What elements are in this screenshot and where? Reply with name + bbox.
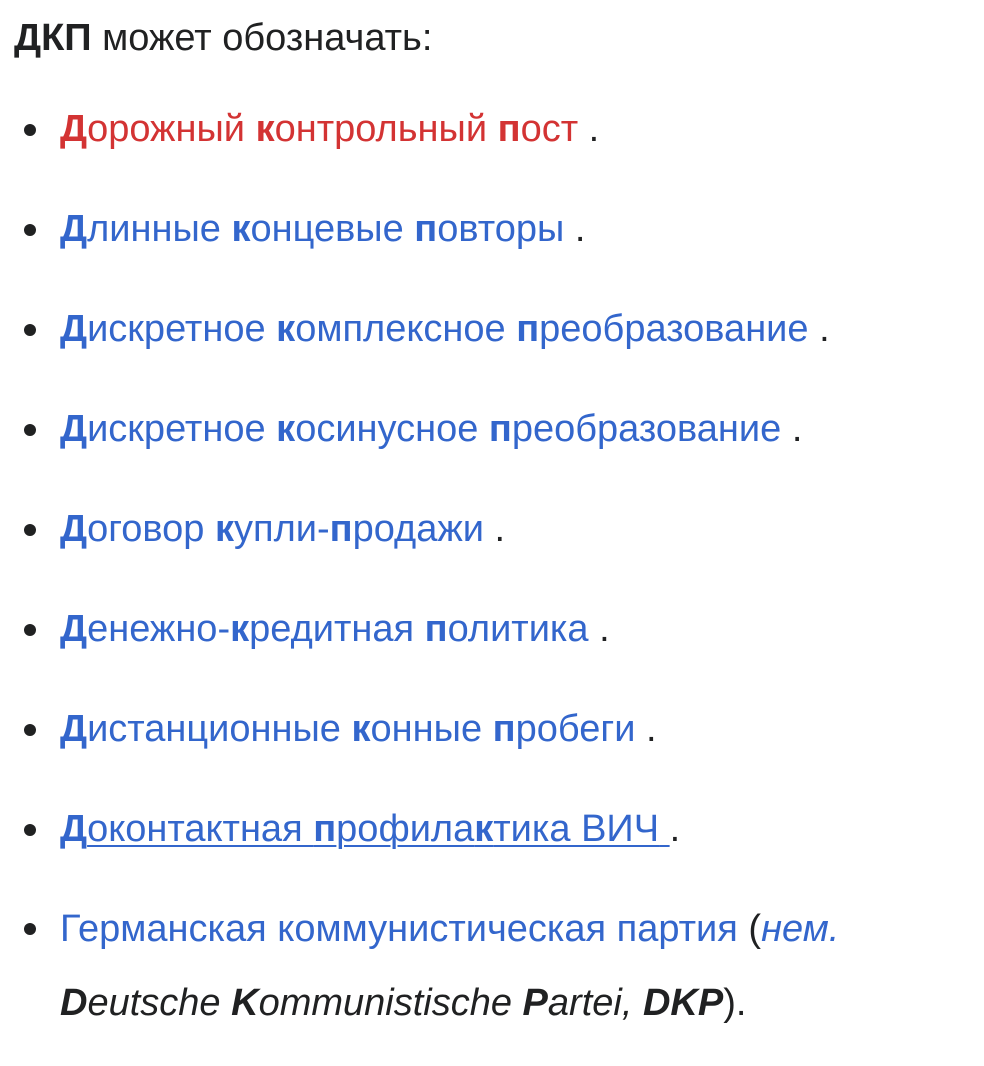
meaning-link-sale-contract[interactable]: Договор купли-продажи	[60, 508, 484, 550]
meaning-link-hiv-prep[interactable]: Доконтактная профилактика ВИЧ	[60, 808, 660, 850]
bullet-icon	[24, 424, 36, 436]
list-item	[14, 892, 970, 1040]
bullet-icon	[24, 624, 36, 636]
language-abbr-link[interactable]: нем.	[761, 908, 840, 950]
item-punctuation: .	[588, 108, 600, 150]
list-item	[14, 204, 970, 254]
meaning-link-endurance-riding[interactable]: Дистанционные конные пробеги	[60, 708, 636, 750]
bullet-icon	[24, 324, 36, 336]
item-punctuation: .	[791, 408, 803, 450]
open-paren: (	[737, 908, 762, 950]
bullet-icon	[24, 724, 36, 736]
intro-text: может обозначать:	[91, 17, 433, 59]
list-item	[14, 804, 970, 854]
list-item	[14, 704, 970, 754]
item-punctuation: .	[494, 508, 506, 550]
item-punctuation: .	[599, 608, 610, 650]
list-item	[14, 504, 970, 554]
bullet-icon	[24, 824, 36, 836]
meaning-link-discrete-complex-transform[interactable]: Дискретное комплексное преобразование	[60, 308, 809, 350]
bullet-icon	[24, 524, 36, 536]
item-punctuation: .	[574, 208, 586, 250]
meanings-list	[14, 104, 970, 1040]
bullet-icon	[24, 224, 36, 236]
item-punctuation: .	[646, 708, 657, 750]
intro-term: ДКП	[14, 17, 92, 59]
meaning-link-road-checkpoint[interactable]: Дорожный контрольный пост	[60, 108, 579, 150]
bullet-icon	[24, 923, 36, 935]
list-item	[14, 604, 970, 654]
close-punctuation: ).	[723, 982, 747, 1024]
list-item	[14, 104, 970, 154]
meaning-link-monetary-policy[interactable]: Денежно-кредитная политика	[60, 608, 589, 650]
intro-line	[14, 12, 970, 64]
foreign-name: Deutsche Kommunistische Partei, DKP	[60, 982, 724, 1024]
item-punctuation: .	[669, 808, 681, 850]
list-item	[14, 404, 970, 454]
bullet-icon	[24, 124, 36, 136]
meaning-link-german-communist-party[interactable]: Германская коммунистическая партия	[60, 908, 738, 950]
item-punctuation: .	[819, 308, 830, 350]
meaning-link-long-terminal-repeats[interactable]: Длинные концевые повторы	[60, 208, 565, 250]
meaning-link-discrete-cosine-transform[interactable]: Дискретное косинусное преобразование	[60, 408, 782, 450]
list-item	[14, 304, 970, 354]
